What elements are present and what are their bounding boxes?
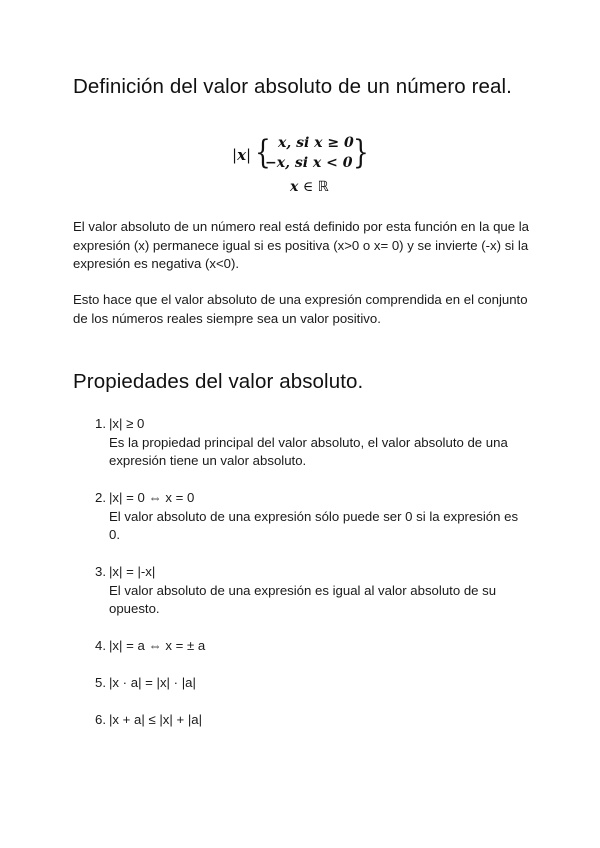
formula-domain-var: x [290, 179, 299, 195]
property-number: 4. [95, 638, 106, 653]
property-number: 2. [95, 490, 106, 505]
property-formula: |x| = 0 ⇔ x = 0 [109, 490, 195, 505]
property-description: El valor absoluto de una expresión es igual al valor absoluto de su opuesto. [109, 582, 497, 616]
property-body [109, 415, 529, 471]
property-body [109, 563, 529, 619]
properties-heading: Propiedades del valor absoluto. [73, 370, 364, 393]
property-number: 5. [95, 675, 106, 690]
property-description: Es la propiedad principal del valor absoluto, el valor absoluto de una expresión tiene un valor absoluto. [109, 434, 508, 468]
property-body [109, 637, 529, 656]
property-body [109, 711, 529, 730]
formula-lhs-var: x [237, 146, 247, 164]
property-number: 1. [95, 416, 106, 431]
definition-paragraph: El valor absoluto de un número real está definido por esta función en la que la expresión (x) permanece igual si es positiva (x>0 o x= 0) y se invierte (-x) si la expresión es negativa (x<0). [73, 219, 529, 271]
property-formula: |x| = a ⇔ x = ± a [109, 638, 206, 653]
element-of-symbol: ∈ [302, 179, 314, 195]
formula-case-negative: −x, si x < 0 [265, 155, 353, 171]
formula-lhs: |x| [232, 146, 252, 164]
absolute-value-formula [232, 133, 372, 199]
property-formula: |x| = |-x| [109, 564, 156, 579]
property-formula: |x · a| = |x| · |a| [109, 675, 196, 690]
property-formula: |x| ≥ 0 [109, 416, 145, 431]
property-number: 3. [95, 564, 106, 579]
property-number: 6. [95, 712, 106, 727]
formula-case-positive: x, si x ≥ 0 [278, 135, 354, 151]
positivity-paragraph: Esto hace que el valor absoluto de una expresión comprendida en el conjunto de los números reales siempre sea un valor positivo. [73, 292, 528, 326]
property-body [109, 674, 529, 693]
definition-heading: Definición del valor absoluto de un número real. [73, 75, 512, 98]
property-body [109, 489, 529, 545]
formula-right-brace: } [353, 132, 369, 171]
property-formula: |x + a| ≤ |x| + |a| [109, 712, 203, 727]
real-numbers-symbol: ℝ [317, 179, 329, 195]
formula-left-brace: { [255, 132, 271, 171]
formula-domain [290, 179, 329, 195]
property-description: El valor absoluto de una expresión sólo puede ser 0 si la expresión es 0. [109, 508, 519, 542]
